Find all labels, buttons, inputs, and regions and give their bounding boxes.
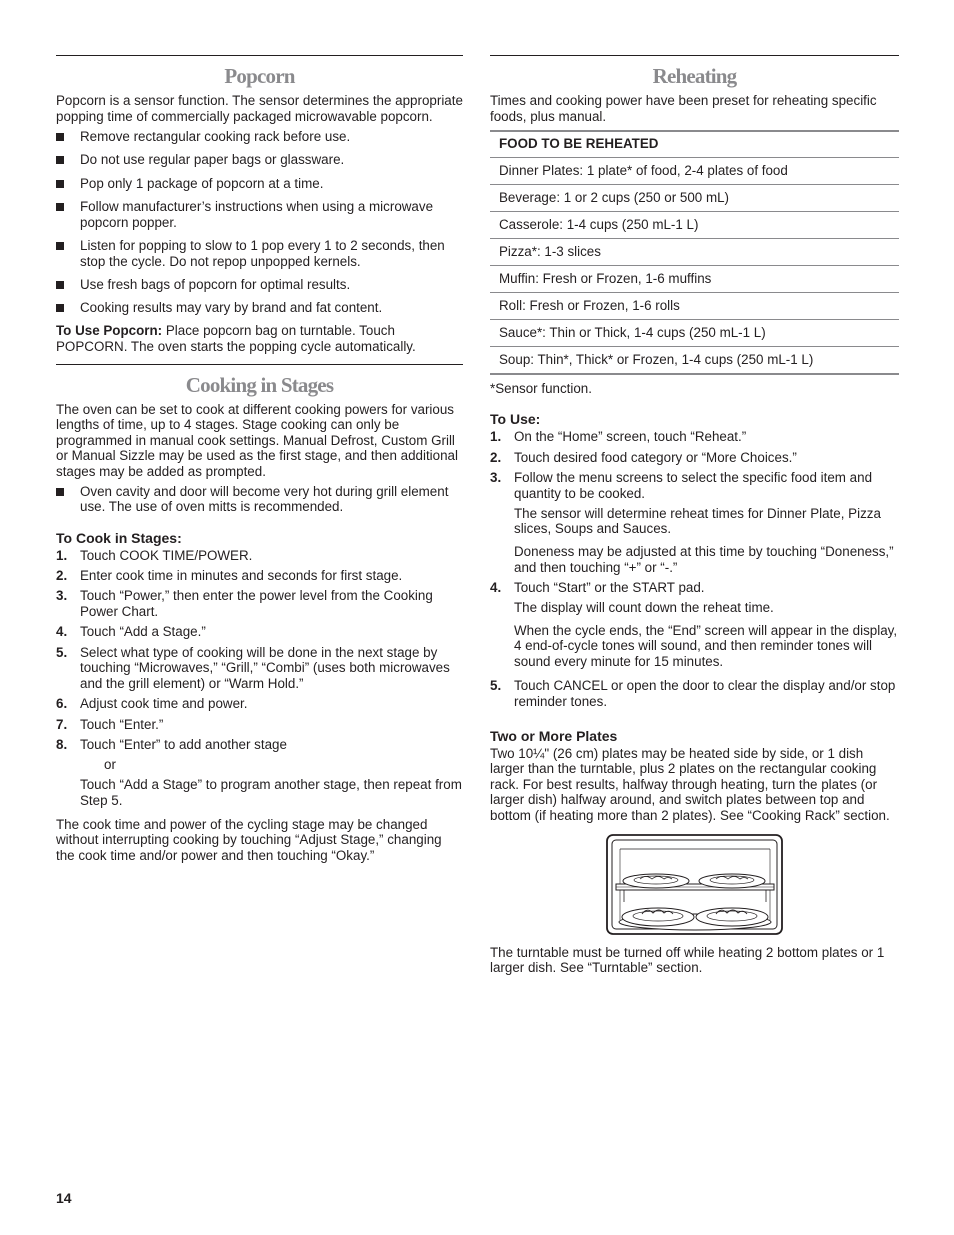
list-item: Follow manufacturer’s instructions when using a microwave popcorn popper. [56,199,463,230]
microwave-rack-illustration [606,834,784,936]
list-item: 1. On the “Home” screen, touch “Reheat.” [490,429,747,445]
list-item: Remove rectangular cooking rack before use. [56,129,463,145]
popcorn-to-use: To Use Popcorn: Place popcorn bag on turntable. Touch POPCORN. The oven starts the popping cycle automatically. [56,323,416,354]
list-item: 7. Touch “Enter.” [56,716,164,732]
to-use-heading: To Use: [490,411,541,428]
popcorn-title: Popcorn [224,64,295,88]
left-column [56,55,463,863]
step-note: The display will count down the reheat time. [514,600,774,616]
bullet-square-icon [56,242,64,250]
reheat-table [490,130,899,375]
or-text: or [104,757,116,773]
sensor-footnote: *Sensor function. [490,380,592,396]
list-item: Do not use regular paper bags or glassware. [56,152,463,168]
bullet-square-icon [56,180,64,188]
list-item: 2. Touch desired food category or “More Choices.” [490,449,797,465]
table-row: Muffin: Fresh or Frozen, 1-6 muffins [490,265,899,292]
popcorn-bullets [56,129,463,315]
list-item: 3. Follow the menu screens to select the specific food item and quantity to be cooked. The sensor will determine reheat times for Dinner Plate, Pizza slices, Soups and Sauces. Doneness may be adjusted at this time by touching “Doneness,” and then touching “+” or “-.” [490,470,899,575]
bullet-square-icon [56,281,64,289]
list-item: 4. Touch “Start” or the START pad. The display will count down the reheat time. When the cycle ends, the “End” screen will appear in the display, 4 end-of-cycle tones will sound, and then reminder tones will sound every minute for 15 minutes. [490,580,898,669]
section-divider [56,364,463,365]
table-row: Pizza*: 1-3 slices [490,238,899,265]
stages-steps [56,548,463,809]
popcorn-intro: Popcorn is a sensor function. The sensor determines the appropriate popping time of commercially packaged microwavable popcorn. [56,93,463,124]
alt-step: Touch “Add a Stage” to program another stage, then repeat from Step 5. [80,777,462,808]
list-item: 5. Select what type of cooking will be done in the next stage by touching “Microwaves,” “Grill,” “Combi” (uses both microwaves and the grill element) or “Warm Hold.” [56,644,450,692]
section-divider [490,55,899,56]
turntable-note: The turntable must be turned off while heating 2 bottom plates or 1 larger dish. See “Turntable” section. [490,944,885,976]
list-item: Listen for popping to slow to 1 pop every 1 to 2 seconds, then stop the cycle. Do not repop unpopped kernels. [56,238,463,269]
stages-intro: The oven can be set to cook at different cooking powers for various lengths of time, up to 4 stages. Stage cooking can only be programmed in manual cook settings. Manual Defrost, Custom Grill or Manual Sizzle may be used as the first stage, and then additional stages may be added as prompted. [56,401,458,479]
bullet-square-icon [56,156,64,164]
stages-closing: The cook time and power of the cycling stage may be changed without interrupting cooking by touching “Adjust Stage,” changing the cook time and/or power and then touching “Okay.” [56,816,442,863]
plates-heading: Two or More Plates [490,727,618,744]
table-row: Soup: Thin*, Thick* or Frozen, 1-4 cups (250 mL-1 L) [499,351,814,367]
step-note: When the cycle ends, the “End” screen will appear in the display, 4 end-of-cycle tones will sound, and then reminder tones will sound every minute for 15 minutes. [514,622,898,669]
list-item: Cooking results may vary by brand and fat content. [56,300,463,316]
table-row: Sauce*: Thin or Thick, 1-4 cups (250 mL-1 L) [490,319,899,346]
right-column [490,55,899,976]
microwave-rack-illustration-svg [606,834,784,936]
table-row: Beverage: 1 or 2 cups (250 or 500 mL) [490,184,899,211]
bullet-square-icon [56,133,64,141]
plates-text: Two 10¼" (26 cm) plates may be heated side by side, or 1 dish larger than the turntable, plus 2 plates on the rectangular cooking rack. For best results, halfway through heating, turn the plates (or larger dish) halfway around, and switch plates between top and bottom (if heating more than 2 plates). See “Cooking Rack” section. [490,745,890,824]
list-item: 6. Adjust cook time and power. [56,696,248,712]
stages-heading: To Cook in Stages: [56,529,182,546]
reheating-title: Reheating [652,64,737,88]
reheating-intro: Times and cooking power have been preset for reheating specific foods, plus manual. [490,93,877,124]
stages-title: Cooking in Stages [185,372,334,397]
step-note: The sensor will determine reheat times for Dinner Plate, Pizza slices, Soups and Sauces. [514,505,881,537]
list-item: Use fresh bags of popcorn for optimal results. [56,277,463,293]
table-row: Roll: Fresh or Frozen, 1-6 rolls [490,292,899,319]
step-note: Doneness may be adjusted at this time by touching “Doneness,” and then touching “+” or “-.” [514,544,894,575]
list-item: 1. Touch COOK TIME/POWER. [56,547,253,563]
reheat-steps [490,429,899,709]
list-item: Oven cavity and door will become very hot during grill element use. The use of oven mitts is recommended. [56,484,463,515]
table-row: Dinner Plates: 1 plate* of food, 2-4 plates of food [490,157,899,184]
page-number: 14 [56,1190,72,1206]
list-item: Pop only 1 package of popcorn at a time. [56,176,463,192]
table-row: Casserole: 1-4 cups (250 mL-1 L) [490,211,899,238]
list-item: 4. Touch “Add a Stage.” [56,624,206,640]
section-divider [56,55,463,56]
list-item: 5. Touch CANCEL or open the door to clear the display and/or stop reminder tones. [490,678,896,710]
list-item: 2. Enter cook time in minutes and seconds for first stage. [56,568,403,584]
list-item: 8. Touch “Enter” to add another stage or Touch “Add a Stage” to program another stage, then repeat from Step 5. [56,737,462,808]
bullet-square-icon [56,203,64,211]
table-header: FOOD TO BE REHEATED [490,131,899,157]
list-item: 3. Touch “Power,” then enter the power level from the Cooking Power Chart. [56,588,433,620]
bullet-square-icon [56,304,64,312]
bullet-square-icon [56,488,64,496]
stages-bullets [56,484,463,515]
